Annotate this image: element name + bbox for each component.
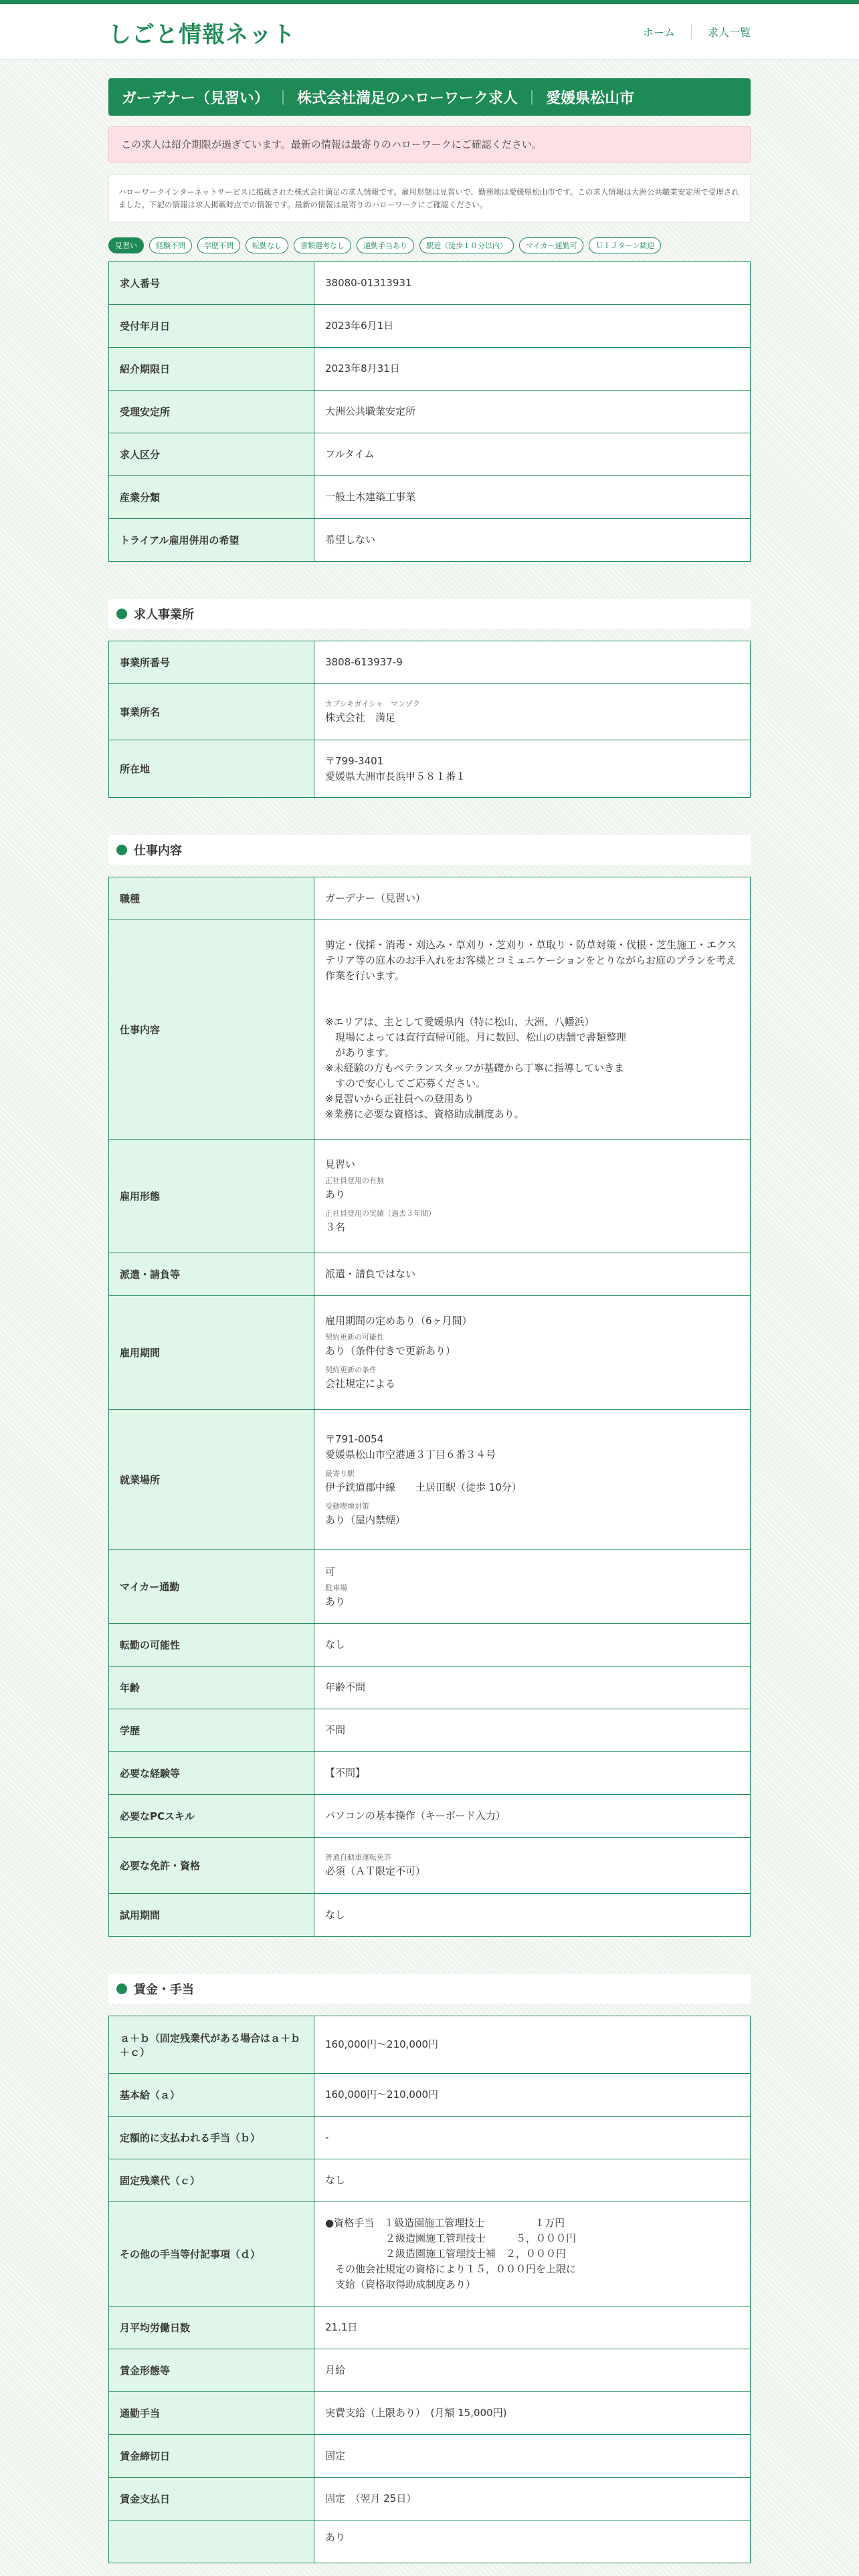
table-row [109,2392,751,2435]
row-label: 月平均労働日数 [109,2306,314,2349]
experience-value: 【不問】 [314,1752,751,1795]
table-row [109,2478,751,2520]
row-label: 仕事内容 [109,920,314,1140]
basic-info-table [108,261,751,562]
expired-notice: この求人は紹介期限が過ぎています。最新の情報は最寄りのハローワークにご確認ください。 [108,126,751,163]
tag-car-commute[interactable]: マイカー通勤可 [519,237,583,253]
row-value: 月給 [314,2349,751,2392]
table-row [109,1140,751,1253]
table-row [109,1838,751,1894]
table-row [109,2435,751,2478]
row-value: あり [314,2520,751,2563]
row-label: マイカー通勤 [109,1550,314,1624]
promotion-value: あり [325,1188,346,1200]
row-label: 基本給（ａ） [109,2074,314,2117]
parking-label: 駐車場 [325,1583,347,1592]
row-value: ●資格手当 １級造園施工管理技士 １万円 ２級造園施工管理技士 ５，０００円 ２級造園施工管理技士補 ２，０００円 その他会社規定の資格により１５，０００円を上限に 支給（資格取得助成制度あり） [314,2202,751,2306]
row-label: 求人区分 [109,433,314,476]
table-row [109,2520,751,2563]
station-label: 最寄り駅 [325,1469,355,1478]
section-title: 賃金・手当 [134,1983,194,1997]
employment-value: 見習い [325,1158,356,1170]
section-heading-office [108,599,751,629]
row-value: 160,000円〜210,000円 [314,2016,751,2074]
section-heading-work [108,835,751,865]
table-row [109,1894,751,1937]
section-title: 求人事業所 [134,608,194,622]
row-label: 必要な免許・資格 [109,1838,314,1894]
employment-cell [314,1140,751,1253]
tag-no-document-screening[interactable]: 書類選考なし [294,237,351,253]
table-row [109,1296,751,1410]
table-row [109,348,751,391]
table-row [109,391,751,433]
license-cell [314,1838,751,1894]
row-label: 求人番号 [109,262,314,305]
row-label: 必要なPCスキル [109,1795,314,1838]
tag-no-education[interactable]: 学歴不問 [197,237,240,253]
table-row [109,2159,751,2202]
title-location: 愛媛県松山市 [546,90,635,107]
row-value: 2023年8月31日 [314,348,751,391]
table-row [109,476,751,519]
row-value: 希望しない [314,519,751,562]
table-row [109,2016,751,2074]
workplace-cell [314,1410,751,1550]
row-label: 年齢 [109,1667,314,1709]
table-row [109,519,751,562]
row-label: 受理安定所 [109,391,314,433]
title-separator: ｜ [276,90,291,107]
age-value: 年齢不問 [314,1667,751,1709]
table-row [109,2202,751,2306]
main-content [108,78,751,2563]
renewal-condition-label: 契約更新の条件 [325,1366,377,1374]
dispatch-value: 派遣・請負ではない [314,1253,751,1296]
table-row [109,433,751,476]
row-label: 賃金支払日 [109,2478,314,2520]
row-label: 試用期間 [109,1894,314,1937]
transfer-value: なし [314,1624,751,1667]
trial-value: なし [314,1894,751,1937]
row-label: 雇用期間 [109,1296,314,1410]
tag-commute-allowance[interactable]: 通勤手当あり [357,237,414,253]
renewal-condition-value: 会社規定による [325,1378,396,1390]
site-logo[interactable]: しごと情報ネット [108,21,296,48]
row-label: 受付年月日 [109,305,314,348]
header-nav [627,24,751,39]
office-name-kana: カブシキガイシャ マンゾク [325,700,420,708]
work-info-table [108,877,751,1937]
row-label: 賃金締切日 [109,2435,314,2478]
tag-no-experience[interactable]: 経験不問 [149,237,192,253]
office-name-cell [314,684,751,740]
office-name: 株式会社 満足 [325,712,396,724]
car-commute-cell [314,1550,751,1624]
page-title [108,78,751,116]
row-label: 事業所番号 [109,641,314,684]
tag-uij-turn[interactable]: ＵＩＪターン歓迎 [589,237,661,253]
car-commute-value: 可 [325,1565,336,1578]
license-value: 必須（ＡＴ限定不可） [325,1865,426,1877]
site-header [0,4,859,60]
row-label: 産業分類 [109,476,314,519]
row-value: フルタイム [314,433,751,476]
row-label: トライアル雇用併用の希望 [109,519,314,562]
row-value: 固定 [314,2435,751,2478]
renewal-label: 契約更新の可能性 [325,1333,384,1341]
table-row [109,1795,751,1838]
row-label: 学歴 [109,1709,314,1752]
renewal-value: あり（条件付きで更新あり） [325,1345,456,1357]
period-value: 雇用期間の定めあり（6ヶ月間） [325,1315,472,1327]
table-row [109,1410,751,1550]
license-name: 普通自動車運転免許 [325,1853,391,1862]
row-label: 定額的に支払われる手当（ｂ） [109,2117,314,2159]
workplace-zip: 〒791-0054 [325,1432,384,1445]
work-content-value: 剪定・伐採・消毒・刈込み・草刈り・芝刈り・草取り・防草対策・伐根・芝生施工・エクステリア等の庭木のお手入れをお客様とコミュニケーションをとりながらお庭のプランを考え作業を行います。 ※エリアは、主として愛媛県内（特に松山、大洲、八幡浜） 現場によっては直行直帰可能。月に数回、松山の店舗で書類整理 があります。 ※未経験の方もベテランスタッフが基礎から丁寧に指導していきま すので安心してご応募ください。 ※見習いから正社員への登用あり ※業務に必要な資格は、資格助成制度あり。 [314,920,751,1140]
table-row [109,1624,751,1667]
job-description-summary: ハローワークインターネットサービスに掲載された株式会社満足の求人情報です。雇用形態は見習いで、勤務地は愛媛県松山市です。この求人情報は大洲公共職業安定所で受理されました。下記の情報は求人掲載時点での情報です。最新の情報は最寄りのハローワークにご確認ください。 [108,175,751,223]
table-row [109,641,751,684]
row-label: 事業所名 [109,684,314,740]
row-value: 21.1日 [314,2306,751,2349]
office-address: 愛媛県大洲市長浜甲５８１番１ [325,770,466,782]
row-label: 通勤手当 [109,2392,314,2435]
table-row [109,684,751,740]
row-value: 実費支給（上限あり） (月額 15,000円) [314,2392,751,2435]
workplace-address: 愛媛県松山市空港通３丁目６番３４号 [325,1448,496,1461]
row-value: 一般土木建築工事業 [314,476,751,519]
table-row [109,1752,751,1795]
promotion-label: 正社員登用の有無 [325,1176,384,1185]
table-row [109,2117,751,2159]
row-label: その他の手当等付記事項（ｄ） [109,2202,314,2306]
table-row [109,2349,751,2392]
education-value: 不問 [314,1709,751,1752]
occupation-value: ガーデナー（見習い） [314,877,751,920]
table-row [109,1550,751,1624]
section-bullet-icon [116,845,127,855]
row-value: 38080-01313931 [314,262,751,305]
row-label [109,2520,314,2563]
row-label: 転勤の可能性 [109,1624,314,1667]
office-info-table [108,641,751,798]
title-job: ガーデナー（見習い） [122,90,270,107]
office-address-cell [314,740,751,798]
feature-tags [108,237,751,253]
period-cell [314,1296,751,1410]
wage-info-table [108,2016,751,2563]
row-label: 必要な経験等 [109,1752,314,1795]
tag-apprentice[interactable]: 見習い [108,237,144,253]
table-row [109,1667,751,1709]
section-bullet-icon [116,609,127,619]
table-row [109,740,751,798]
pc-skill-value: パソコンの基本操作（キーボード入力） [314,1795,751,1838]
tag-near-station[interactable]: 駅近（徒歩１０分以内） [419,237,514,253]
row-label: 派遣・請負等 [109,1253,314,1296]
office-zip: 〒799-3401 [325,754,384,767]
row-label: 就業場所 [109,1410,314,1550]
row-value: 大洲公共職業安定所 [314,391,751,433]
title-company: 株式会社満足のハローワーク求人 [297,90,518,107]
table-row [109,1709,751,1752]
row-value: なし [314,2159,751,2202]
office-number: 3808-613937-9 [314,641,751,684]
row-value: 160,000円〜210,000円 [314,2074,751,2117]
nav-job-list-link[interactable]: 求人一覧 [691,24,751,39]
row-label: ａ＋ｂ（固定残業代がある場合はａ＋ｂ＋ｃ） [109,2016,314,2074]
smoking-label: 受動喫煙対策 [325,1501,369,1511]
row-label: 雇用形態 [109,1140,314,1253]
smoking-value: あり（屋内禁煙） [325,1513,406,1526]
section-heading-wage [108,1974,751,2004]
row-label: 紹介期限日 [109,348,314,391]
section-title: 仕事内容 [134,844,182,858]
table-row [109,305,751,348]
table-row [109,2306,751,2349]
promotion-record-label: 正社員登用の実績（過去３年間） [325,1209,436,1218]
parking-value: あり [325,1595,346,1608]
promotion-record-value: ３名 [325,1221,346,1233]
section-bullet-icon [116,1983,127,1994]
row-value: 固定 （翌月 25日） [314,2478,751,2520]
row-value: 2023年6月1日 [314,305,751,348]
table-row [109,2074,751,2117]
table-row [109,920,751,1140]
station-value: 伊予鉄道郡中線 土居田駅（徒歩 10分） [325,1481,522,1493]
row-label: 所在地 [109,740,314,798]
row-label: 賃金形態等 [109,2349,314,2392]
table-row [109,262,751,305]
title-separator: ｜ [524,90,540,107]
nav-home-link[interactable]: ホーム [642,26,675,39]
table-row [109,877,751,920]
table-row [109,1253,751,1296]
row-label: 職種 [109,877,314,920]
tag-no-transfer[interactable]: 転勤なし [246,237,288,253]
row-label: 固定残業代（ｃ） [109,2159,314,2202]
row-value: - [314,2117,751,2159]
